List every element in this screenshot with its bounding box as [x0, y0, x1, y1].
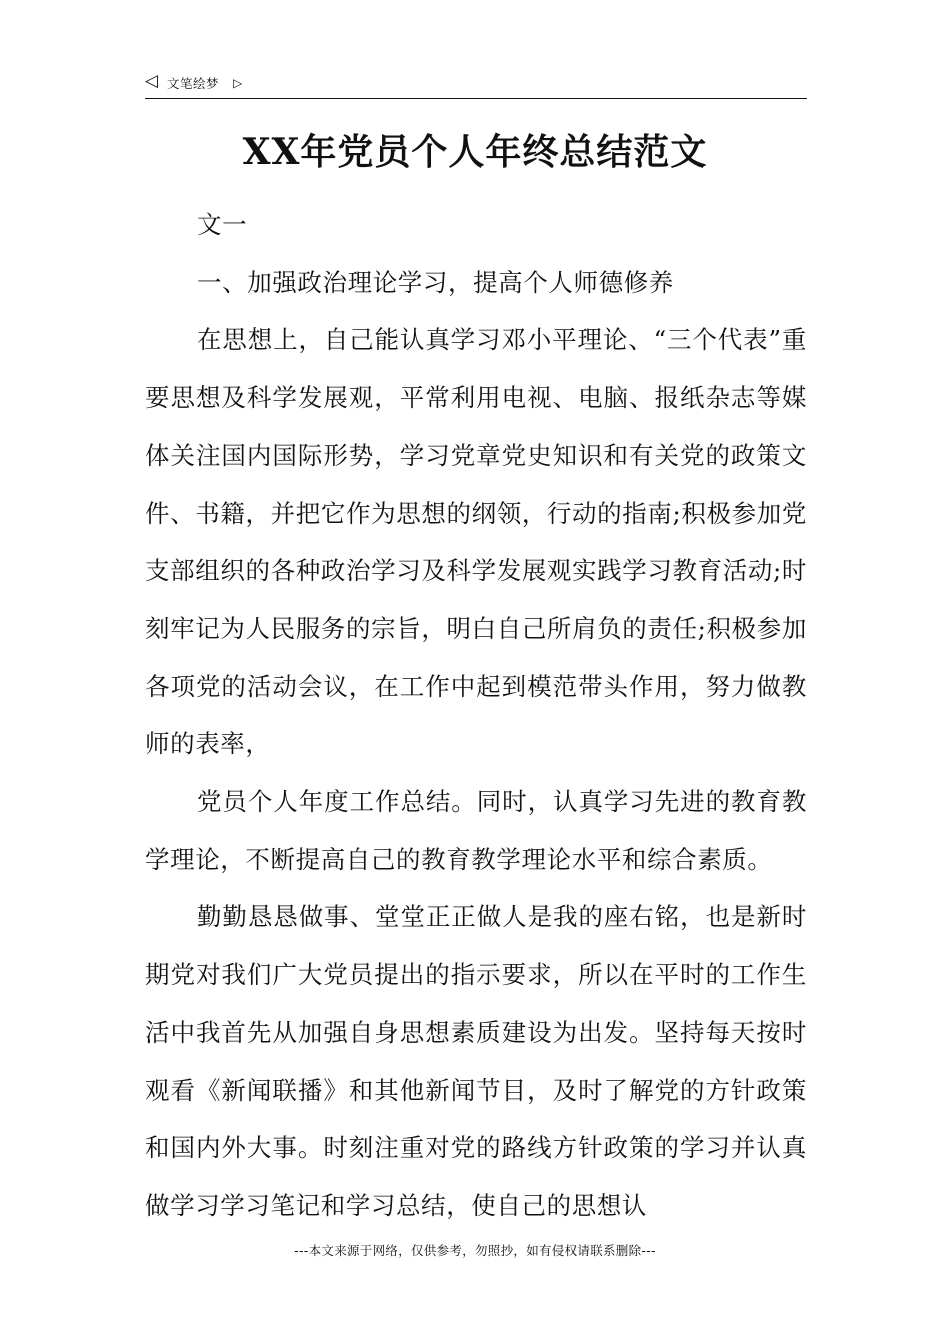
triangle-right-icon: ▷ [233, 76, 243, 90]
section-label: 文一 [197, 210, 248, 239]
document-body [145, 196, 807, 1235]
page-header [145, 72, 807, 99]
section-heading: 一、加强政治理论学习，提高个人师德修养 [197, 267, 674, 297]
body-paragraph: 勤勤恳恳做事、堂堂正正做人是我的座右铭，也是新时期党对我们广大党员提出的指示要求，所以在平时的工作生活中我首先从加强自身思想素质建设为出发。坚持每天按时观看《新闻联播》和其他新闻节目，及时了解党的方针政策和国内外大事。时刻注重对党的路线方针政策的学习并认真做学习学习笔记和学习总结，使自己的思想认 [145, 902, 807, 1220]
body-paragraph: 党员个人年度工作总结。同时，认真学习先进的教育教学理论，不断提高自己的教育教学理论水平和综合素质。 [145, 787, 807, 874]
page-footer-disclaimer: ---本文来源于网络，仅供参考，勿照抄，如有侵权请联系删除--- [294, 1243, 656, 1258]
triangle-left-icon: ◁ [145, 71, 159, 91]
body-paragraph: 在思想上，自己能认真学习邓小平理论、“三个代表”重要思想及科学发展观，平常利用电视、电脑、报纸杂志等媒体关注国内国际形势，学习党章党史知识和有关党的政策文件、书籍，并把它作为思想的纲领，行动的指南;积极参加党支部组织的各种政治学习及科学发展观实践学习教育活动;时刻牢记为人民服务的宗旨，明白自己所肩负的责任;积极参加各项党的活动会议，在工作中起到模范带头作用，努力做教师的表率， [145, 325, 807, 759]
document-title: XX年党员个人年终总结范文 [242, 131, 708, 173]
header-brand: 文笔绘梦 [167, 76, 220, 91]
